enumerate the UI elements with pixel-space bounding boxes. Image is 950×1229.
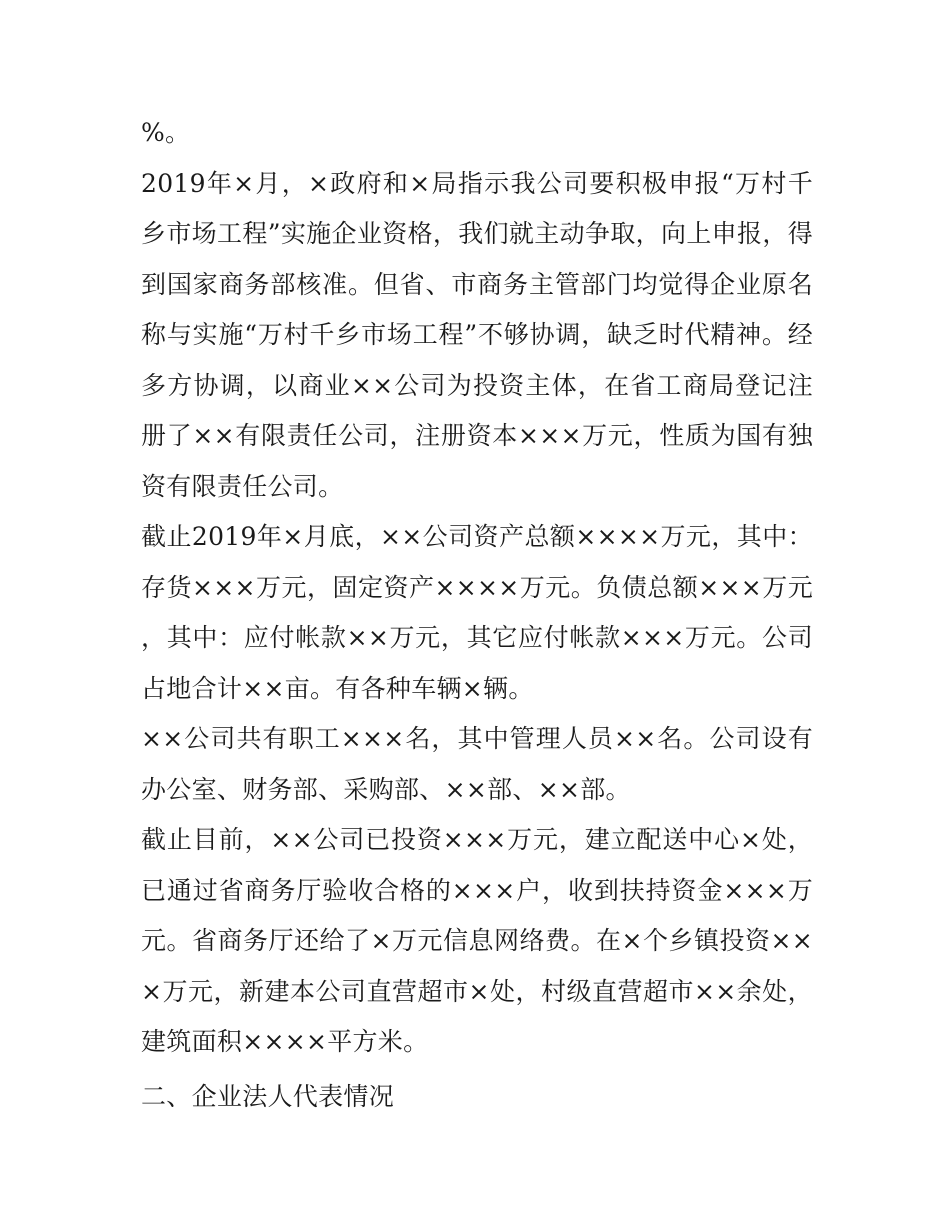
paragraph-assets: 截止2019年×月底，××公司资产总额××××万元，其中：存货×××万元，固定资产××××万元。负债总额×××万元，其中：应付帐款××万元，其它应付帐款×××万元。公司占地合计××亩。有各种车辆×辆。: [141, 522, 813, 703]
section-heading: 二、企业法人代表情况: [141, 1081, 395, 1111]
paragraph-percent-continuation: %。: [141, 118, 191, 147]
paragraph-investment: 截止目前，××公司已投资×××万元，建立配送中心×处，已通过省商务厅验收合格的×××户，收到扶持资金×××万元。省商务厅还给了×万元信息网络费。在×个乡镇投资×××万元，新建本公司直营超市×处，村级直营超市××余处，建筑面积××××平方米。: [141, 825, 813, 1056]
paragraph-staff: ××公司共有职工×××名，其中管理人员××名。公司设有办公室、财务部、采购部、××部、××部。: [141, 724, 813, 804]
document-body: [141, 108, 813, 1122]
paragraph-company-registration: 2019年×月，×政府和×局指示我公司要积极申报“万村千乡市场工程”实施企业资格，我们就主动争取，向上申报，得到国家商务部核准。但省、市商务主管部门均觉得企业原名称与实施“万村千乡市场工程”不够协调，缺乏时代精神。经多方协调，以商业××公司为投资主体，在省工商局登记注册了××有限责任公司，注册资本×××万元，性质为国有独资有限责任公司。: [141, 168, 813, 501]
